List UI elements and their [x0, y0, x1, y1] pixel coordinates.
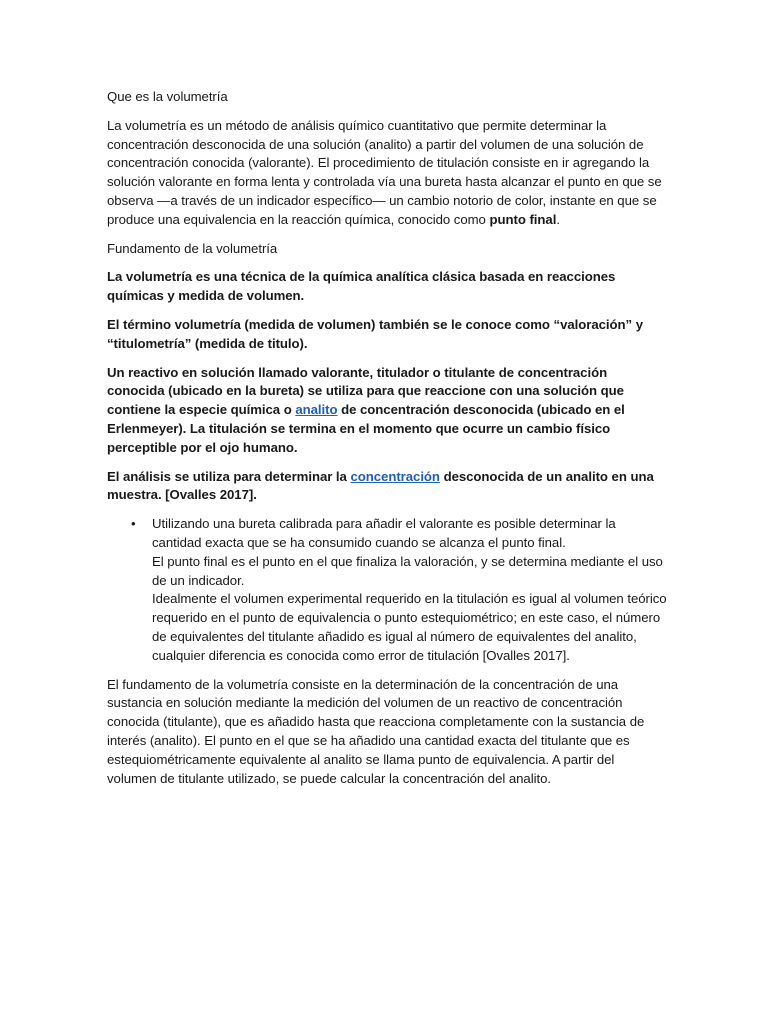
- document-title: Que es la volumetría: [107, 89, 228, 104]
- intro-bold-term: punto final: [489, 211, 557, 227]
- bullet-line-2: El punto final es el punto en el que finaliza la valoración, y se determina mediante el uso de un indicador.: [152, 553, 663, 588]
- bullet-line-3: Idealmente el volumen experimental requerido en la titulación es igual al volumen teórico requerido en el punto de equivalencia o punto estequiométrico; en este caso, el número de equivalentes del titulante añadido es igual al número de equivalentes del analito, cualquier diferencia es conocida como error de titulación [Ovalles 2017].: [152, 591, 667, 663]
- intro-text: La volumetría es un método de análisis químico cuantitativo que permite determinar la concentración desconocida de una solución (analito) a partir del volumen de una solución de concentración conocida (valorante). El procedimiento de titulación consiste en ir agregando la solución valorante en forma lenta y controlada vía una bureta hasta alcanzar el punto en que se observa —a través de un indicador específico— un cambio notorio de color, instante en que se produce una equivalencia en la reacción química, conocido como: [107, 117, 662, 227]
- concentracion-link[interactable]: concentración: [350, 468, 440, 484]
- bold-paragraph-3-after: de concentración desconocida (ubicado en el Erlenmeyer). La titulación se termina en el momento que ocurre un cambio físico perceptible por el ojo humano.: [107, 402, 625, 455]
- intro-end: .: [556, 211, 560, 227]
- document-page: [107, 88, 667, 798]
- bold-paragraph-2: El término volumetría (medida de volumen) también se le conoce como “valoración” y “titulometría” (medida de titulo).: [107, 316, 643, 351]
- intro-paragraph: [107, 117, 667, 230]
- bold-paragraph-4-before: El análisis se utiliza para determinar la: [107, 468, 351, 484]
- section-title: Fundamento de la volumetría: [107, 240, 278, 256]
- list-item: [107, 515, 667, 665]
- bold-paragraph-1: La volumetría es una técnica de la química analítica clásica basada en reacciones químicas y medida de volumen.: [107, 269, 616, 304]
- bullet-line-1: Utilizando una bureta calibrada para añadir el valorante es posible determinar la cantidad exacta que se ha consumido cuando se alcanza el punto final.: [152, 516, 616, 550]
- closing-paragraph: El fundamento de la volumetría consiste en la determinación de la concentración de una sustancia en solución mediante la medición del volumen de un reactivo de concentración conocida (titulante), que es añadido hasta que reacciona completamente con la sustancia de interés (analito). El punto en el que se ha añadido una cantidad exacta del titulante que es estequiométricamente equivalente al analito se llama punto de equivalencia. A partir del volumen de titulante utilizado, se puede calcular la concentración del analito.: [107, 676, 645, 786]
- bold-paragraph-4: [107, 468, 667, 506]
- analito-link[interactable]: analito: [295, 402, 338, 418]
- bold-paragraph-3: [107, 364, 667, 458]
- bold-paragraph-4-after: desconocida de un analito en una muestra. [Ovalles 2017].: [107, 468, 654, 503]
- bullet-list: [107, 515, 667, 665]
- bold-paragraph-3-before: Un reactivo en solución llamado valorante, titulador o titulante de concentración conocida (ubicado en la bureta) se utiliza para que reaccione con una solución que contiene la especie química o: [107, 364, 624, 418]
- bullet-icon: •: [131, 516, 136, 532]
